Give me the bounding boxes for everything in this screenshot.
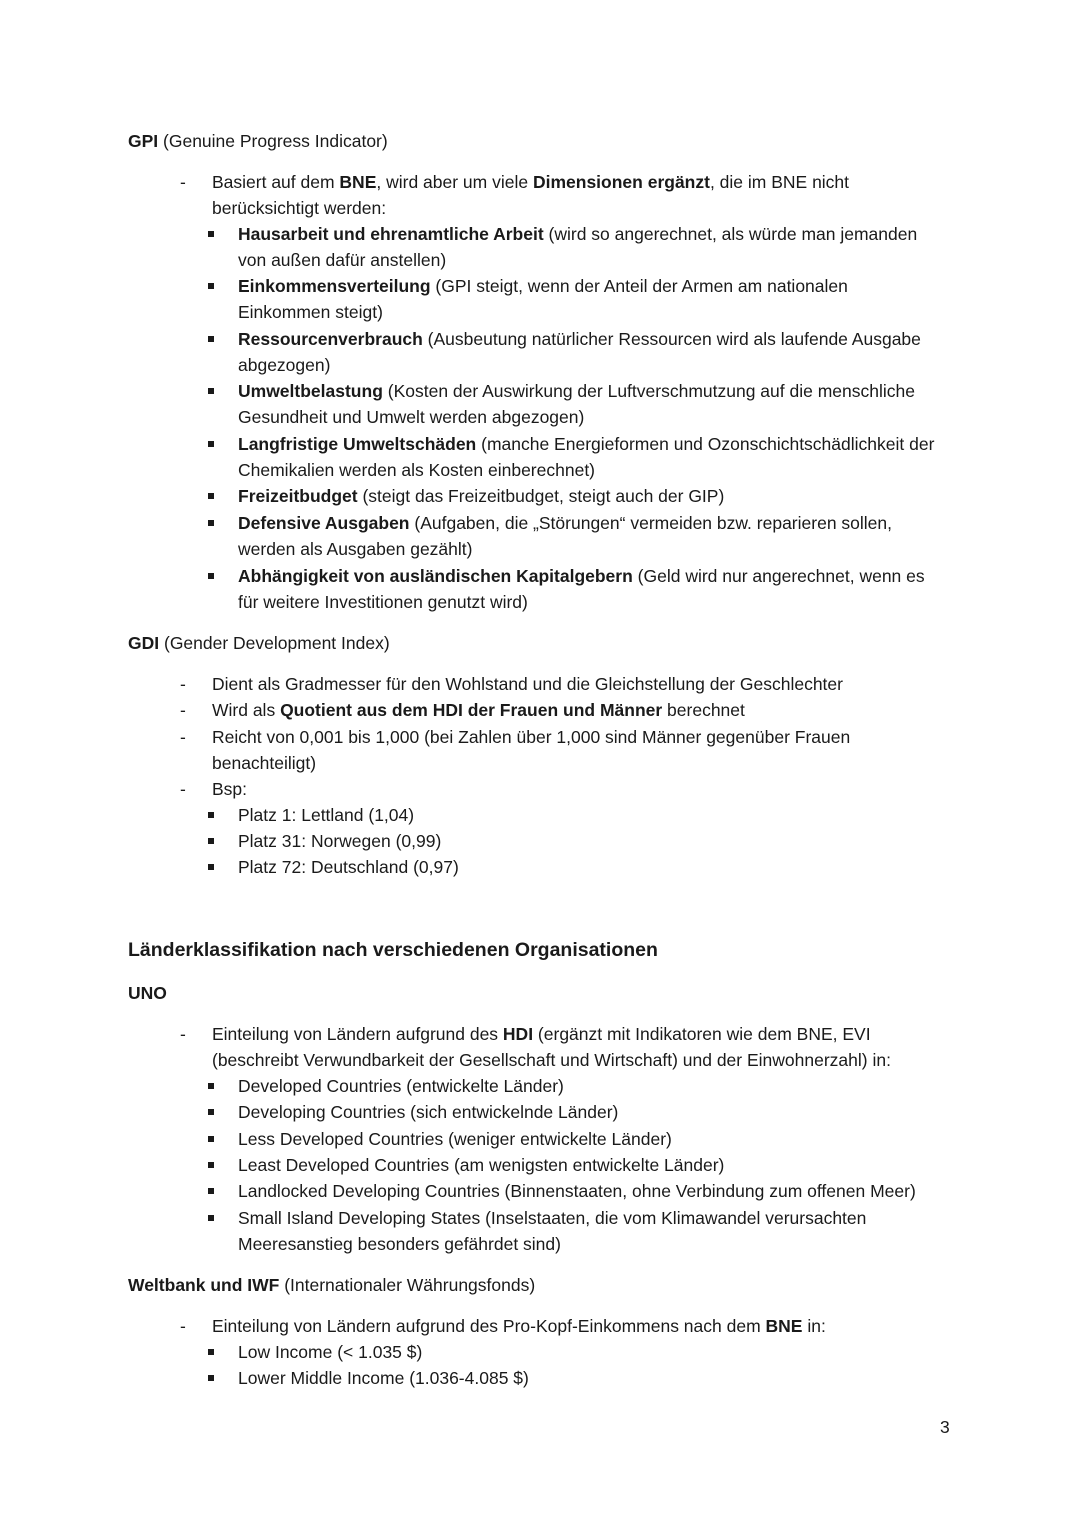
- gpi-item-cont: von außen dafür anstellen): [238, 250, 447, 270]
- square-bullet-icon: [208, 1109, 214, 1115]
- weltbank-item: Lower Middle Income (1.036-4.085 $): [238, 1368, 529, 1388]
- gdi-bullet-cont: benachteiligt): [212, 753, 317, 773]
- uno-item: Least Developed Countries (am wenigsten entwickelte Länder): [238, 1155, 725, 1175]
- gdi-example: Platz 31: Norwegen (0,99): [238, 831, 442, 851]
- square-bullet-icon: [208, 838, 214, 844]
- square-bullet-icon: [208, 1215, 214, 1221]
- square-bullet-icon: [208, 1162, 214, 1168]
- gpi-item-cont: Chemikalien werden als Kosten einberechnet): [238, 460, 596, 480]
- square-bullet-icon: [208, 1136, 214, 1142]
- square-bullet-icon: [208, 812, 214, 818]
- square-bullet-icon: [208, 283, 214, 289]
- gpi-item-cont: Einkommen steigt): [238, 302, 383, 322]
- gpi-item: Hausarbeit und ehrenamtliche Arbeit (wird so angerechnet, als würde man jemanden: [238, 224, 918, 244]
- gdi-example: Platz 1: Lettland (1,04): [238, 805, 415, 825]
- gpi-heading: GPI (Genuine Progress Indicator): [128, 131, 388, 151]
- square-bullet-icon: [208, 573, 214, 579]
- gdi-example: Platz 72: Deutschland (0,97): [238, 857, 459, 877]
- uno-item: Developed Countries (entwickelte Länder): [238, 1076, 564, 1096]
- dash-bullet: -: [180, 779, 186, 799]
- gdi-heading: GDI (Gender Development Index): [128, 633, 390, 653]
- gpi-item: Einkommensverteilung (GPI steigt, wenn der Anteil der Armen am nationalen: [238, 276, 848, 296]
- page-number: 3: [940, 1417, 950, 1437]
- weltbank-item: Low Income (< 1.035 $): [238, 1342, 423, 1362]
- weltbank-intro: Einteilung von Ländern aufgrund des Pro-Kopf-Einkommens nach dem BNE in:: [212, 1316, 826, 1336]
- gpi-item-cont: abgezogen): [238, 355, 331, 375]
- gpi-item: Langfristige Umweltschäden (manche Energieformen und Ozonschichtschädlichkeit der: [238, 434, 935, 454]
- section-title: Länderklassifikation nach verschiedenen Organisationen: [128, 939, 658, 961]
- dash-bullet: -: [180, 674, 186, 694]
- uno-intro: Einteilung von Ländern aufgrund des HDI (ergänzt mit Indikatoren wie dem BNE, EVI: [212, 1024, 871, 1044]
- uno-item: Small Island Developing States (Inselstaaten, die vom Klimawandel verursachten: [238, 1208, 867, 1228]
- gpi-item-cont: werden als Ausgaben gezählt): [238, 539, 473, 559]
- gpi-intro-cont: berücksichtigt werden:: [212, 198, 387, 218]
- uno-item-cont: Meeresanstieg besonders gefährdet sind): [238, 1234, 561, 1254]
- uno-item: Landlocked Developing Countries (Binnenstaaten, ohne Verbindung zum offenen Meer): [238, 1181, 916, 1201]
- square-bullet-icon: [208, 1375, 214, 1381]
- gdi-bullet: Dient als Gradmesser für den Wohlstand und die Gleichstellung der Geschlechter: [212, 674, 843, 694]
- gpi-item-cont: Gesundheit und Umwelt werden abgezogen): [238, 407, 585, 427]
- uno-item: Developing Countries (sich entwickelnde Länder): [238, 1102, 619, 1122]
- square-bullet-icon: [208, 441, 214, 447]
- uno-intro-cont: (beschreibt Verwundbarkeit der Gesellschaft und Wirtschaft) und der Einwohnerzahl) in:: [212, 1050, 891, 1070]
- dash-bullet: -: [180, 1316, 186, 1336]
- dash-bullet: -: [180, 1024, 186, 1044]
- gpi-intro: Basiert auf dem BNE, wird aber um viele Dimensionen ergänzt, die im BNE nicht: [212, 172, 850, 192]
- gpi-item-cont: für weitere Investitionen genutzt wird): [238, 592, 528, 612]
- square-bullet-icon: [208, 864, 214, 870]
- gpi-item: Ressourcenverbrauch (Ausbeutung natürlicher Ressourcen wird als laufende Ausgabe: [238, 329, 921, 349]
- gdi-bullet: Reicht von 0,001 bis 1,000 (bei Zahlen über 1,000 sind Männer gegenüber Frauen: [212, 727, 851, 747]
- gpi-item: Abhängigkeit von ausländischen Kapitalgebern (Geld wird nur angerechnet, wenn es: [238, 566, 925, 586]
- square-bullet-icon: [208, 1083, 214, 1089]
- square-bullet-icon: [208, 388, 214, 394]
- gpi-item: Defensive Ausgaben (Aufgaben, die „Störungen“ vermeiden bzw. reparieren sollen,: [238, 513, 892, 533]
- gdi-bullet: Bsp:: [212, 779, 248, 799]
- weltbank-heading: Weltbank und IWF (Internationaler Währungsfonds): [128, 1275, 536, 1295]
- square-bullet-icon: [208, 1349, 214, 1355]
- square-bullet-icon: [208, 336, 214, 342]
- gdi-bullet: Wird als Quotient aus dem HDI der Frauen und Männer berechnet: [212, 700, 745, 720]
- square-bullet-icon: [208, 493, 214, 499]
- gpi-item: Umweltbelastung (Kosten der Auswirkung der Luftverschmutzung auf die menschliche: [238, 381, 915, 401]
- uno-heading: UNO: [128, 983, 167, 1003]
- uno-item: Less Developed Countries (weniger entwickelte Länder): [238, 1129, 672, 1149]
- gpi-item: Freizeitbudget (steigt das Freizeitbudget, steigt auch der GIP): [238, 486, 725, 506]
- square-bullet-icon: [208, 231, 214, 237]
- dash-bullet: -: [180, 172, 186, 192]
- dash-bullet: -: [180, 727, 186, 747]
- dash-bullet: -: [180, 700, 186, 720]
- square-bullet-icon: [208, 520, 214, 526]
- square-bullet-icon: [208, 1188, 214, 1194]
